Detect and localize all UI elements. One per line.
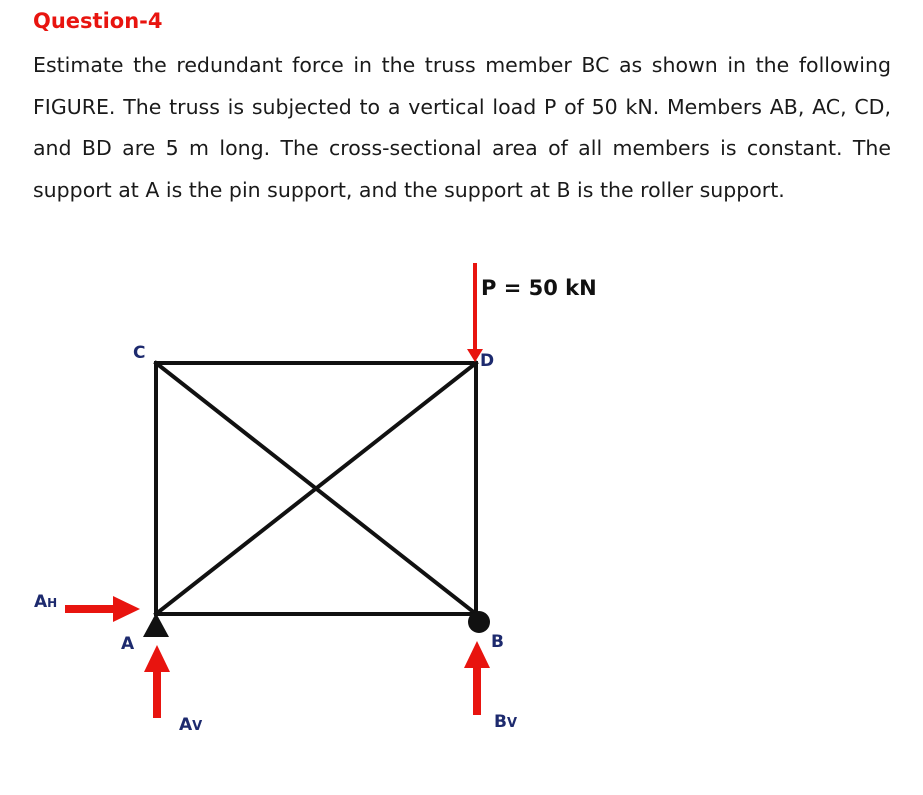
pin-support-icon bbox=[143, 613, 169, 637]
load-label: P = 50 kN bbox=[481, 276, 597, 300]
roller-support-icon bbox=[468, 611, 490, 633]
node-label-b: B bbox=[491, 632, 504, 652]
question-text: Estimate the redundant force in the truss member BC as shown in the following FIGURE. The truss is subjected to a vertical load P of 50 kN. Members AB, AC, CD, and BD are 5 m long. The cross-sectional area of all members is constant. The support at A is the pin support, and the support at B is the roller support. bbox=[33, 53, 891, 202]
reaction-label-av: AV bbox=[179, 715, 203, 735]
reaction-label-ah: AH bbox=[34, 592, 58, 612]
node-label-c: C bbox=[133, 343, 146, 363]
reaction-label-bv: BV bbox=[494, 712, 518, 732]
av-arrow-icon bbox=[144, 645, 170, 672]
ah-arrow-icon bbox=[113, 596, 140, 622]
node-label-d: D bbox=[480, 351, 495, 371]
question-heading: Question-4 bbox=[33, 9, 163, 33]
node-label-a: A bbox=[121, 634, 135, 654]
bv-arrow-icon bbox=[464, 641, 490, 668]
